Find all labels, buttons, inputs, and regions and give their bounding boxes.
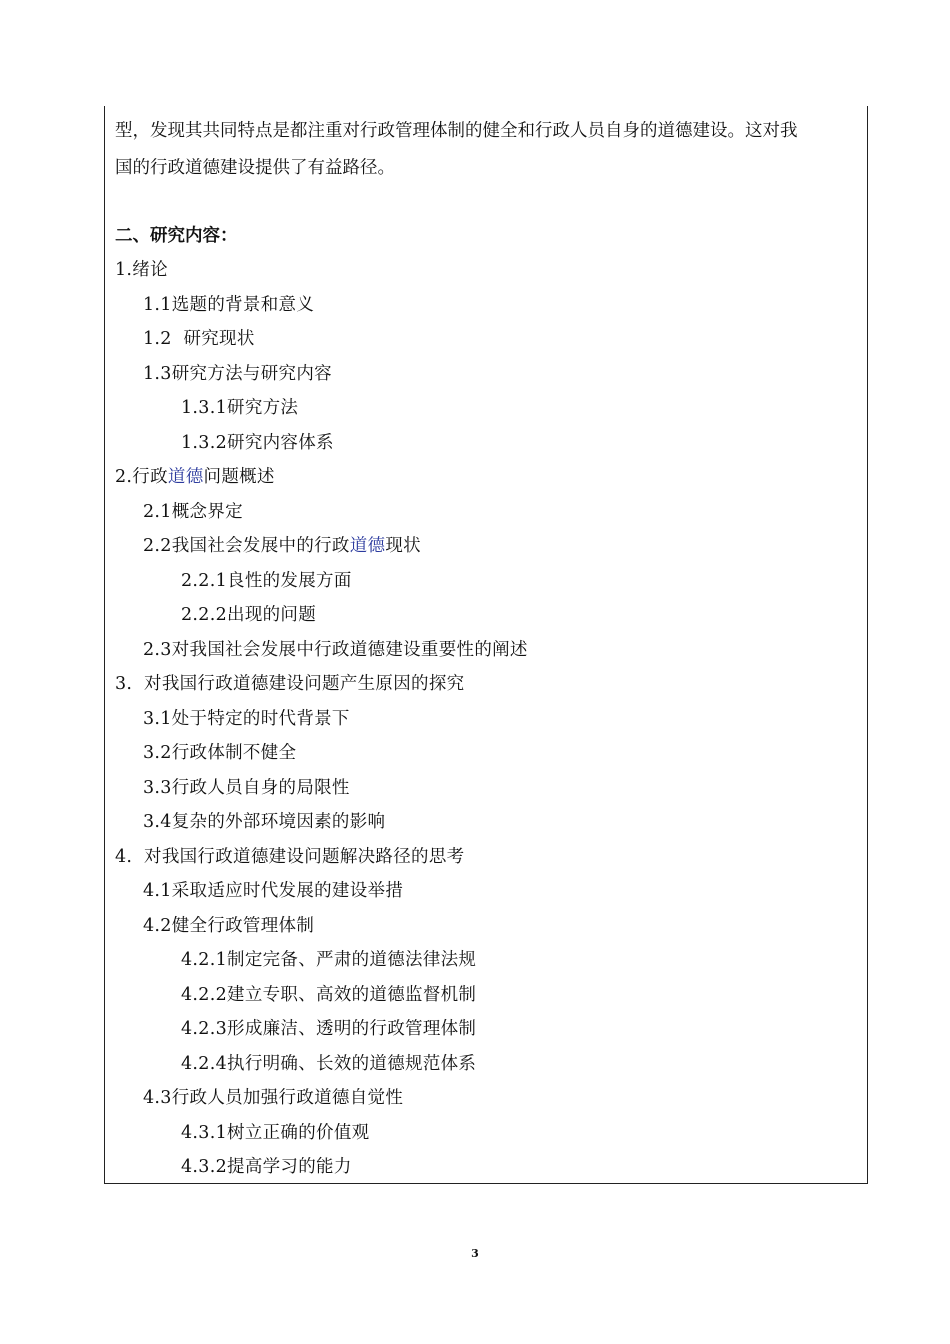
toc-item: 3.2行政体制不健全 (143, 743, 297, 763)
intro-line-2: 国的行政道德建设提供了有益路径。 (115, 158, 395, 178)
toc-item: 3.1处于特定的时代背景下 (143, 708, 350, 729)
toc-item: 2.2.2出现的问题 (181, 605, 317, 625)
toc-item: 4.3行政人员加强行政道德自觉性 (143, 1088, 404, 1108)
toc-item: 4. 对我国行政道德建设问题解决路径的思考 (115, 846, 465, 867)
toc-item: 4.2.4执行明确、长效的道德规范体系 (181, 1053, 477, 1074)
toc-item: 4.2.3形成廉洁、透明的行政管理体制 (181, 1019, 477, 1039)
page-number: 3 (471, 1247, 479, 1260)
toc-text: 问题概述 (203, 467, 275, 487)
toc-list (115, 253, 857, 1185)
toc-item (115, 529, 857, 564)
toc-item: 1.3.2研究内容体系 (181, 432, 334, 453)
toc-item: 1.绪论 (115, 260, 168, 280)
toc-item: 1.3.1研究方法 (181, 398, 299, 418)
toc-item: 1.1选题的背景和意义 (143, 294, 315, 315)
toc-item: 4.2.2建立专职、高效的道德监督机制 (181, 984, 477, 1005)
toc-item: 1.3研究方法与研究内容 (143, 363, 332, 384)
toc-item: 2.1概念界定 (143, 501, 243, 522)
intro-line-1: 型，发现其共同特点是都注重对行政管理体制的健全和行政人员自身的道德建设。这对我 (115, 121, 798, 141)
toc-item: 2.2.1良性的发展方面 (181, 570, 352, 591)
highlighted-term: 道德 (349, 536, 386, 556)
toc-item: 4.3.1树立正确的价值观 (181, 1122, 370, 1143)
toc-item: 3.3行政人员自身的局限性 (143, 777, 350, 798)
section-heading: 二、研究内容： (115, 226, 238, 246)
table-cell-frame (104, 106, 868, 1184)
toc-text: 现状 (385, 536, 421, 556)
cell-content (115, 106, 857, 1185)
toc-item: 2.3对我国社会发展中行政道德建设重要性的阐述 (143, 639, 528, 660)
toc-item: 4.2健全行政管理体制 (143, 915, 315, 936)
toc-item: 3.4复杂的外部环境因素的影响 (143, 812, 386, 832)
toc-item (115, 460, 857, 495)
toc-item: 4.2.1制定完备、严肃的道德法律法规 (181, 950, 477, 970)
toc-item: 3. 对我国行政道德建设问题产生原因的探究 (115, 674, 465, 694)
toc-item: 4.1采取适应时代发展的建设举措 (143, 881, 404, 901)
highlighted-term: 道德 (167, 467, 204, 487)
toc-text: 2.行政 (115, 467, 168, 487)
toc-item: 1.2 研究现状 (143, 329, 255, 349)
toc-text: 2.2我国社会发展中的行政 (143, 536, 350, 556)
toc-item: 4.3.2提高学习的能力 (181, 1157, 352, 1177)
